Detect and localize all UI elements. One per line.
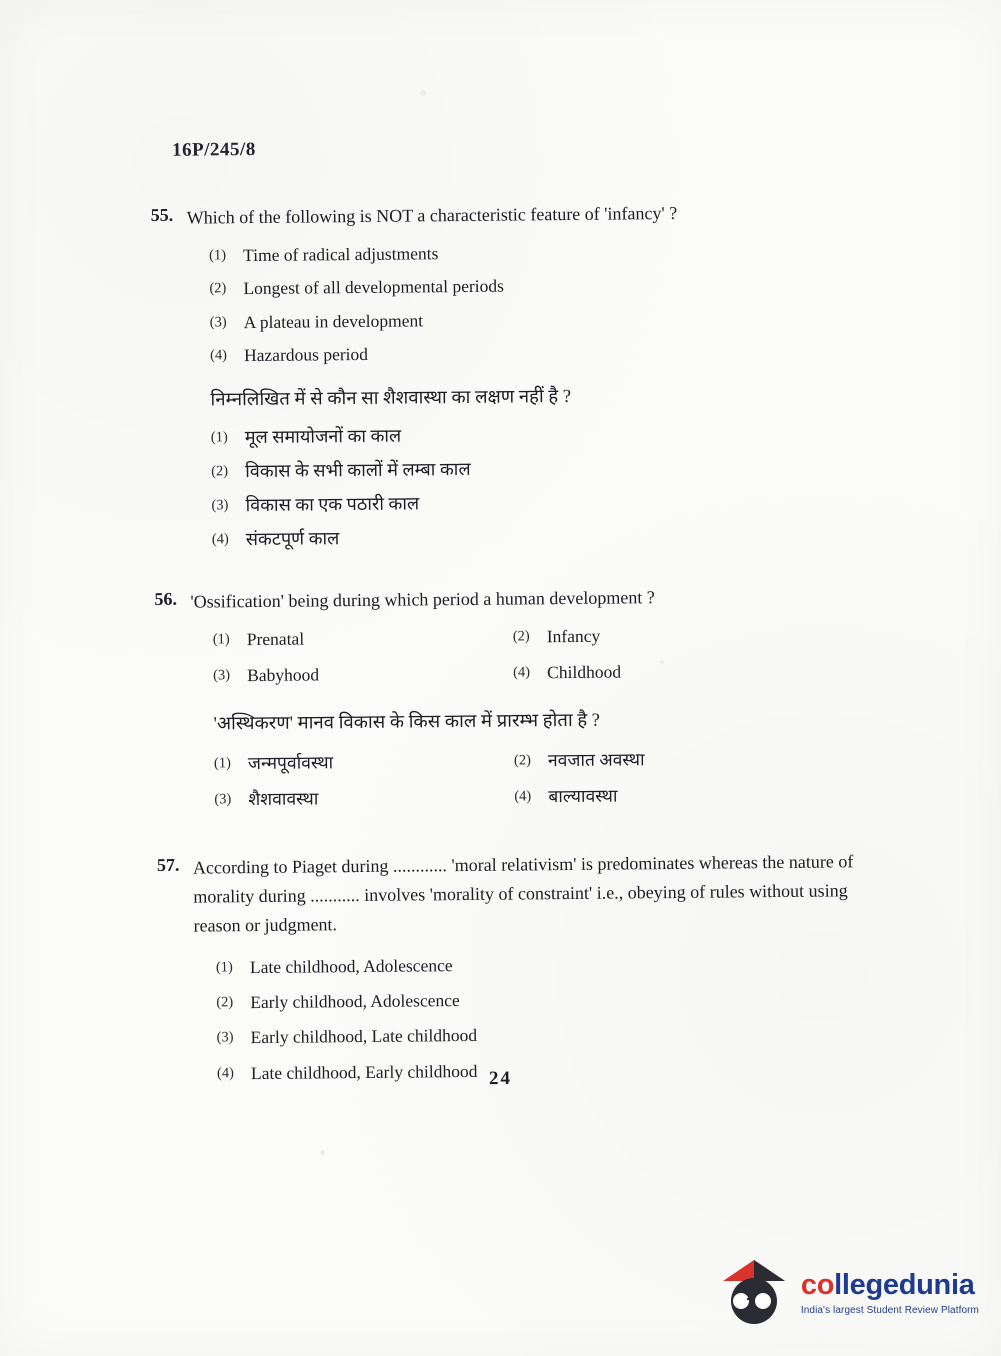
watermark-text: [801, 1270, 979, 1316]
question-55-stem-hi: निम्नलिखित में से कौन सा शैशवास्था का लक्षण नहीं है ?: [210, 387, 572, 411]
question-55-number: 55.: [150, 204, 174, 225]
option-label: जन्मपूर्वावस्था: [247, 752, 334, 774]
option-label: Late childhood, Adolescence: [249, 955, 453, 978]
question-content: [150, 133, 879, 1117]
paper-speck: [420, 90, 426, 96]
option-label: Babyhood: [247, 664, 320, 686]
graduation-cap-icon: [719, 1260, 789, 1326]
question-57-stem-en: According to Piaget during ............ 'moral relativism' is predominates whereas the nature of morality during ........... involves 'morality of constraint' i.e., obeying of rules without using reason or judgment.: [192, 850, 854, 936]
option-number: (2): [216, 994, 234, 1011]
option-item[interactable]: [216, 983, 878, 1016]
option-label: Prenatal: [246, 628, 305, 649]
question-55-options-en: [209, 236, 872, 368]
option-number: (3): [216, 1029, 234, 1046]
option-label: Childhood: [547, 661, 622, 683]
option-item[interactable]: [214, 784, 514, 813]
option-item[interactable]: [514, 780, 876, 810]
option-label: Time of radical adjustments: [243, 243, 439, 266]
option-item[interactable]: [216, 948, 878, 981]
option-number: (4): [216, 1064, 234, 1082]
option-label: Hazardous period: [243, 343, 369, 366]
option-label: Infancy: [546, 625, 601, 647]
question-56-options-en: [213, 620, 876, 689]
option-number: (4): [209, 347, 228, 364]
option-label: A plateau in development: [243, 310, 424, 332]
option-number: (1): [213, 755, 231, 772]
question-57-number: 57.: [156, 854, 180, 875]
question-56-number: 56.: [154, 588, 177, 609]
option-number: (2): [209, 280, 227, 297]
option-label: विकास का एक पठारी काल: [245, 493, 420, 515]
option-item[interactable]: [214, 748, 514, 777]
option-number: (3): [213, 667, 231, 684]
question-55: [151, 197, 874, 554]
option-item[interactable]: [216, 1019, 878, 1052]
option-item[interactable]: [209, 269, 871, 302]
option-label: Longest of all developmental periods: [243, 276, 504, 299]
option-number: (1): [215, 959, 233, 976]
option-label: Early childhood, Late childhood: [250, 1025, 478, 1048]
option-label: शैशवावस्था: [248, 788, 319, 810]
option-number: (1): [212, 631, 230, 648]
document-code: 16P/245/8: [171, 138, 256, 161]
question-56-stem-en: 'Ossification' being during which period a human development ?: [190, 586, 655, 612]
option-number: (2): [513, 752, 531, 769]
option-item[interactable]: [211, 486, 873, 519]
option-label: संकटपूर्ण काल: [245, 527, 340, 549]
option-item[interactable]: [212, 520, 874, 553]
option-number: (4): [513, 664, 531, 681]
watermark-tagline: India's largest Student Review Platform: [800, 1304, 979, 1316]
option-number: (4): [514, 788, 532, 805]
paper-speck: [320, 1150, 325, 1155]
option-item[interactable]: [213, 660, 513, 689]
option-label: Early childhood, Adolescence: [250, 990, 460, 1013]
question-55-options-hi: [211, 418, 874, 553]
option-item[interactable]: [210, 303, 872, 336]
watermark-brand: [801, 1270, 979, 1302]
option-label: Late childhood, Early childhood: [250, 1060, 478, 1083]
option-number: (2): [211, 463, 229, 480]
option-number: (3): [209, 313, 227, 331]
option-item[interactable]: [513, 620, 875, 650]
watermark-brand-main: llegedunia: [834, 1269, 975, 1302]
option-number: (1): [210, 429, 228, 446]
option-label: विकास के सभी कालों में लम्बा काल: [245, 458, 471, 481]
option-label: नवजात अवस्था: [547, 749, 645, 771]
option-item[interactable]: [211, 418, 873, 451]
option-number: (2): [512, 628, 530, 645]
option-number: (3): [211, 497, 229, 514]
watermark-brand-prefix: co: [800, 1269, 835, 1302]
question-56: [154, 581, 876, 814]
option-label: बाल्यावस्था: [548, 785, 618, 807]
option-number: (4): [211, 531, 229, 548]
option-item[interactable]: [213, 623, 513, 652]
collegedunia-watermark: [719, 1260, 979, 1326]
option-number: (3): [214, 791, 232, 808]
question-55-stem-en: Which of the following is NOT a characteristic feature of 'infancy' ?: [186, 202, 678, 228]
option-item[interactable]: [210, 336, 872, 369]
option-label: मूल समायोजनों का काल: [244, 425, 402, 447]
question-56-options-hi: [214, 744, 877, 813]
option-item[interactable]: [513, 656, 875, 686]
option-item[interactable]: [514, 744, 876, 774]
question-56-header: [154, 581, 874, 617]
option-item[interactable]: [209, 236, 871, 269]
page-number: 24: [488, 1067, 513, 1090]
question-55-header: [151, 197, 871, 233]
question-56-stem-hi: 'अस्थिकरण' मानव विकास के किस काल में प्रारम्भ होता है ?: [213, 711, 601, 735]
option-item[interactable]: [211, 452, 873, 485]
option-number: (1): [209, 247, 227, 264]
question-57-header: [157, 847, 878, 941]
question-57: [157, 847, 879, 1087]
